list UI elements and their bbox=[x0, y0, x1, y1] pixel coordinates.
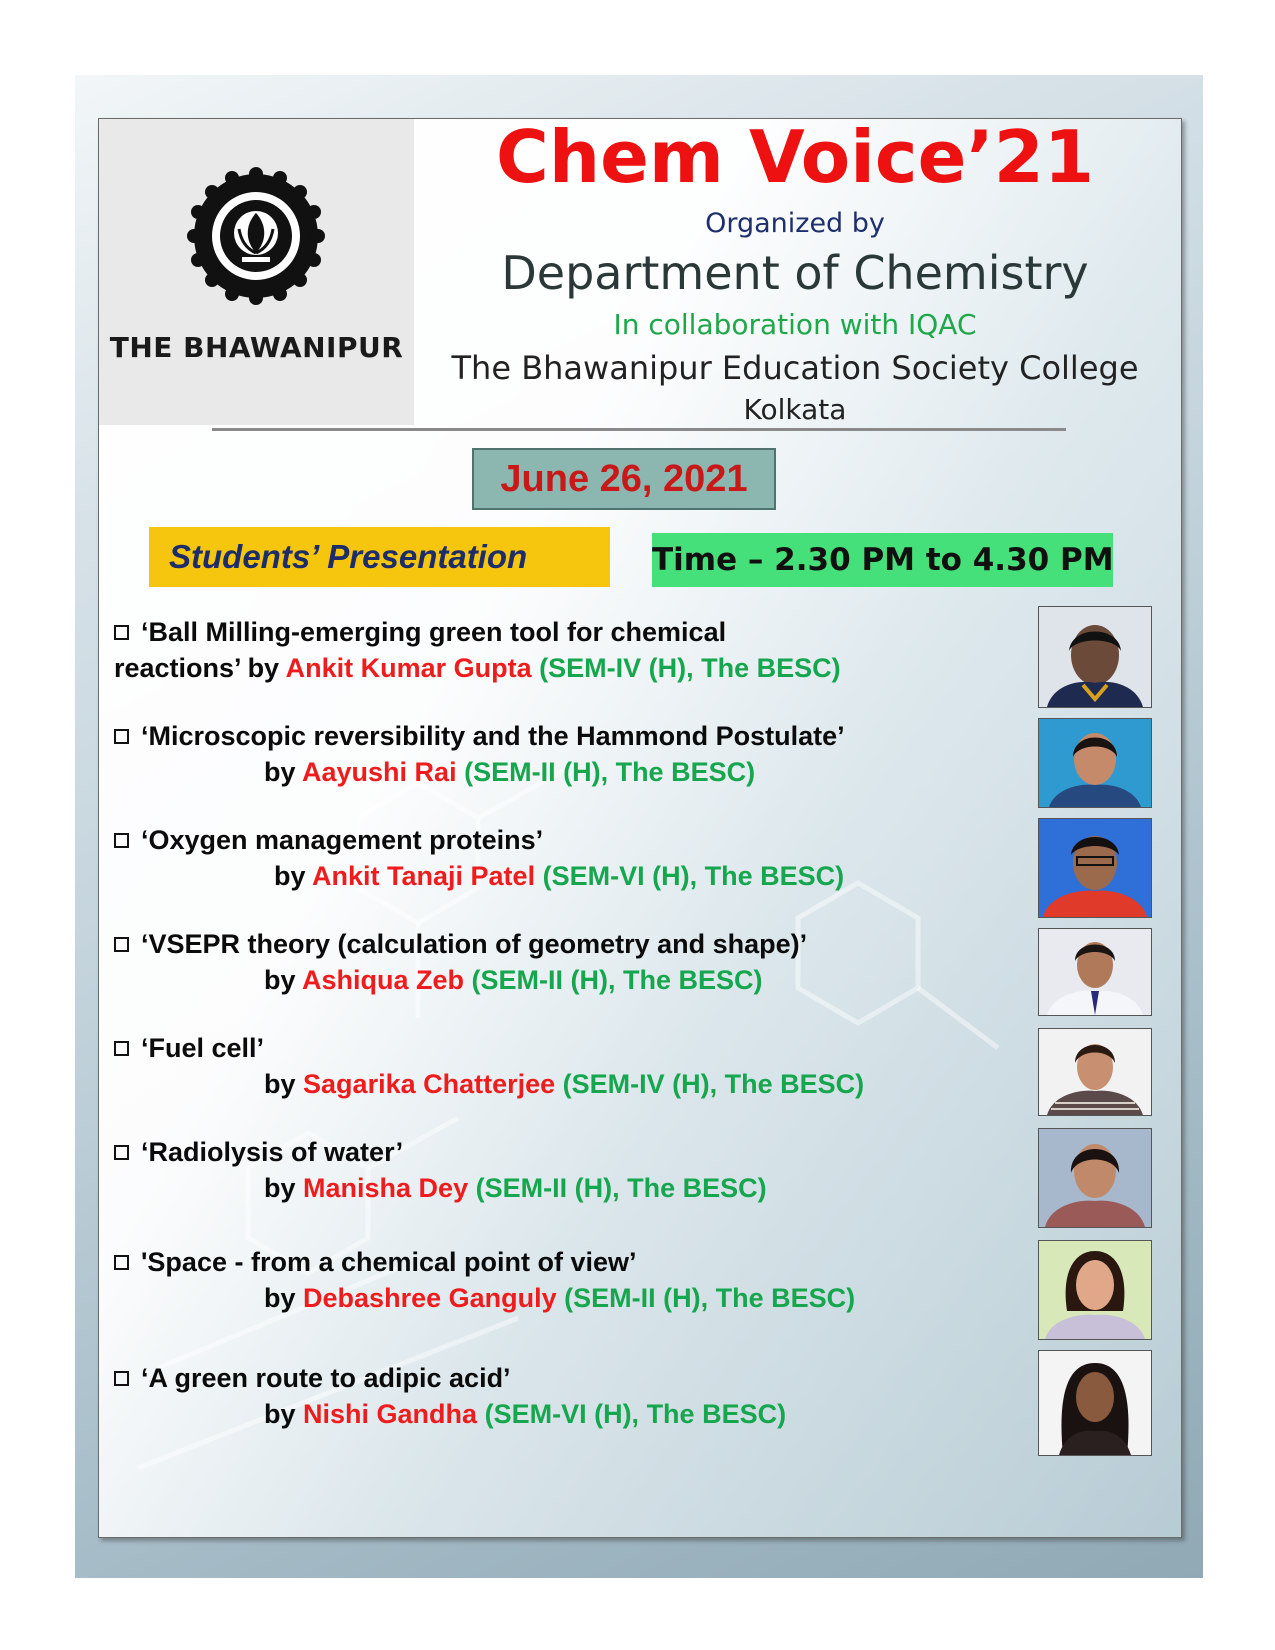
presenter-name: Ashiqua Zeb bbox=[302, 965, 465, 995]
by-label: by bbox=[274, 861, 306, 891]
presentation-item bbox=[114, 1134, 1044, 1206]
presenter-photo bbox=[1038, 1240, 1152, 1340]
presentation-title: ‘Microscopic reversibility and the Hammond Postulate’ bbox=[141, 721, 845, 751]
college-name: The Bhawanipur Education Society College bbox=[451, 349, 1139, 387]
presenter-photo bbox=[1038, 818, 1152, 918]
checkbox-bullet-icon bbox=[114, 937, 129, 952]
presenter-photo bbox=[1038, 718, 1152, 808]
presenter-name: Ankit Tanaji Patel bbox=[312, 861, 536, 891]
presentation-title: ‘Ball Milling-emerging green tool for chemical bbox=[141, 617, 727, 647]
presenter-name: Nishi Gandha bbox=[303, 1399, 478, 1429]
presenter-photo bbox=[1038, 606, 1152, 708]
presenter-name: Sagarika Chatterjee bbox=[303, 1069, 556, 1099]
header-divider bbox=[212, 428, 1066, 431]
presentation-item bbox=[114, 1244, 1044, 1316]
by-label: by bbox=[264, 965, 296, 995]
checkbox-bullet-icon bbox=[114, 1255, 129, 1270]
presentation-title: ‘Radiolysis of water’ bbox=[141, 1137, 404, 1167]
checkbox-bullet-icon bbox=[114, 625, 129, 640]
presentation-title-cont: reactions’ by bbox=[114, 653, 280, 683]
by-label: by bbox=[264, 1069, 296, 1099]
by-label: by bbox=[264, 1173, 296, 1203]
presenter-photo bbox=[1038, 1028, 1152, 1116]
presentation-item bbox=[114, 822, 1044, 894]
presentation-item bbox=[114, 718, 1044, 790]
presenter-affiliation: (SEM-II (H), The BESC) bbox=[471, 965, 763, 995]
organized-by-label: Organized by bbox=[705, 208, 885, 239]
department-name: Department of Chemistry bbox=[501, 246, 1089, 300]
presenter-affiliation: (SEM-VI (H), The BESC) bbox=[542, 861, 845, 891]
presentation-item bbox=[114, 614, 1044, 686]
presenter-photo bbox=[1038, 1128, 1152, 1228]
presenter-photo bbox=[1038, 928, 1152, 1016]
presenter-name: Debashree Ganguly bbox=[303, 1283, 557, 1313]
presentation-title: ‘Oxygen management proteins’ bbox=[141, 825, 544, 855]
college-emblem-icon bbox=[187, 167, 325, 305]
checkbox-bullet-icon bbox=[114, 1041, 129, 1056]
presenter-affiliation: (SEM-II (H), The BESC) bbox=[464, 757, 756, 787]
checkbox-bullet-icon bbox=[114, 1371, 129, 1386]
presentation-title: ‘VSEPR theory (calculation of geometry and shape)’ bbox=[141, 929, 808, 959]
presentation-item bbox=[114, 1360, 1044, 1432]
presenter-affiliation: (SEM-II (H), The BESC) bbox=[564, 1283, 856, 1313]
checkbox-bullet-icon bbox=[114, 1145, 129, 1160]
presenter-affiliation: (SEM-IV (H), The BESC) bbox=[562, 1069, 865, 1099]
event-time: Time – 2.30 PM to 4.30 PM bbox=[652, 533, 1113, 587]
checkbox-bullet-icon bbox=[114, 833, 129, 848]
event-title: Chem Voice’21 bbox=[495, 115, 1094, 199]
by-label: by bbox=[264, 1283, 296, 1313]
presenter-name: Manisha Dey bbox=[303, 1173, 469, 1203]
section-label: Students’ Presentation bbox=[149, 527, 610, 587]
presentation-title: 'Space - from a chemical point of view’ bbox=[141, 1247, 637, 1277]
presenter-name: Aayushi Rai bbox=[302, 757, 457, 787]
presenter-affiliation: (SEM-II (H), The BESC) bbox=[475, 1173, 767, 1203]
presentation-title: ‘A green route to adipic acid’ bbox=[141, 1363, 511, 1393]
presenter-affiliation: (SEM-VI (H), The BESC) bbox=[484, 1399, 787, 1429]
checkbox-bullet-icon bbox=[114, 729, 129, 744]
presenter-name: Ankit Kumar Gupta bbox=[285, 653, 532, 683]
logo-caption: THE BHAWANIPUR bbox=[109, 331, 404, 364]
presenter-photo bbox=[1038, 1350, 1152, 1456]
college-logo-block bbox=[99, 119, 414, 425]
presentation-item bbox=[114, 1030, 1044, 1102]
college-city: Kolkata bbox=[743, 393, 847, 426]
by-label: by bbox=[264, 757, 296, 787]
by-label: by bbox=[264, 1399, 296, 1429]
presenter-affiliation: (SEM-IV (H), The BESC) bbox=[539, 653, 841, 683]
event-date: June 26, 2021 bbox=[472, 448, 776, 510]
presentation-item bbox=[114, 926, 1044, 998]
collaboration-note: In collaboration with IQAC bbox=[613, 308, 977, 341]
presentation-title: ‘Fuel cell’ bbox=[141, 1033, 265, 1063]
